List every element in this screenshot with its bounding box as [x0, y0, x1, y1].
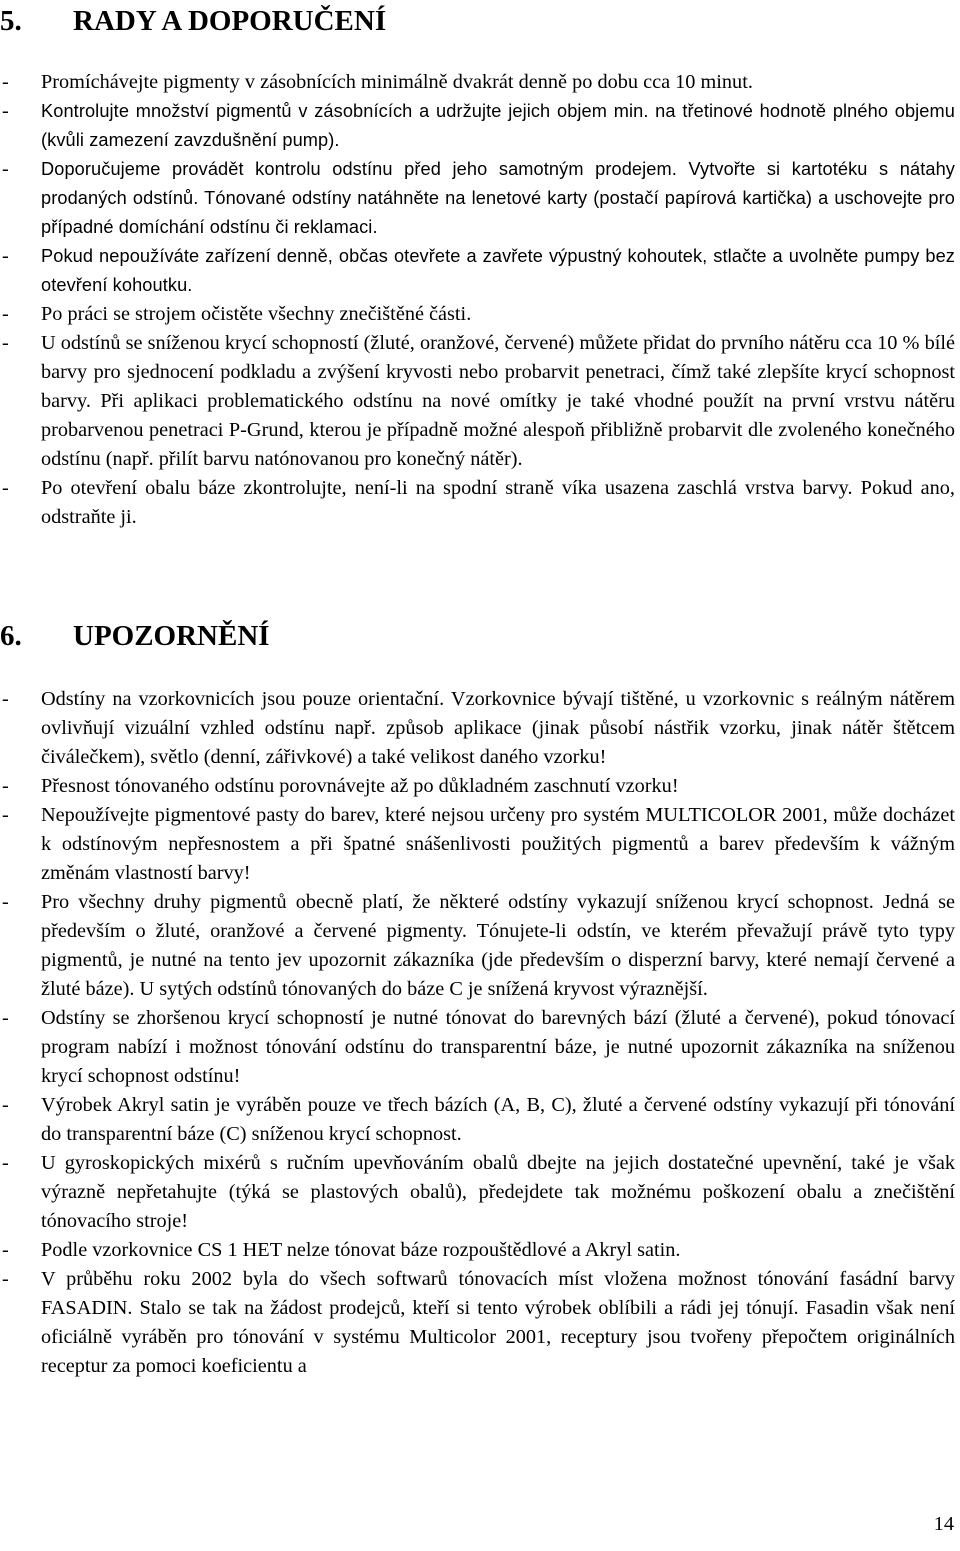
bullet-dash: -: [2, 477, 9, 499]
list-item: [0, 1149, 955, 1236]
list-item: [0, 97, 955, 155]
list-item-text: U gyroskopických mixérů s ručním upevňováním obalů dbejte na jejich dostatečné upevnění, také je však výrazně nepřetahujte (týká se plastových obalů), předejdete tak možnému poškození obalu a znečištění tónovacího stroje!: [41, 1152, 955, 1232]
list-item: [0, 685, 955, 772]
list-item-text: Promíchávejte pigmenty v zásobnících minimálně dvakrát denně po dobu cca 10 minut.: [41, 71, 753, 93]
page-number: 14: [933, 1513, 954, 1535]
list-item-text: Pokud nepoužíváte zařízení denně, občas otevřete a zavřete výpustný kohoutek, stlačte a uvolněte pumpy bez otevření kohoutku.: [41, 246, 955, 295]
bullet-dash: -: [2, 303, 9, 325]
list-item: [0, 474, 955, 532]
list-item-text: Po práci se strojem očistěte všechny znečištěné části.: [41, 303, 472, 325]
bullet-dash: -: [2, 71, 9, 93]
section-6-number: 6.: [0, 620, 22, 652]
bullet-dash: -: [2, 1268, 9, 1290]
list-item-text: Podle vzorkovnice CS 1 HET nelze tónovat báze rozpouštědlové a Akryl satin.: [41, 1239, 681, 1261]
bullet-dash: -: [2, 688, 9, 710]
list-item: [0, 300, 955, 329]
section-6-list: [0, 685, 955, 1381]
list-item-text: Po otevření obalu báze zkontrolujte, není-li na spodní straně víka usazena zaschlá vrstva barvy. Pokud ano, odstraňte ji.: [41, 477, 955, 528]
section-5-title: RADY A DOPORUČENÍ: [73, 5, 387, 37]
bullet-dash: -: [2, 1007, 9, 1029]
bullet-dash: -: [2, 1152, 9, 1174]
list-item: [0, 155, 955, 242]
list-item-text: Odstíny na vzorkovnicích jsou pouze orientační. Vzorkovnice bývají tištěné, u vzorkovnic s reálným nátěrem ovlivňují vizuální vzhled odstínu např. způsob aplikace (jinak působí nástřik vzorku, jinak nátěr štětcem čiválečkem), světlo (denní, zářivkové) a také velikost daného vzorku!: [41, 688, 955, 768]
list-item: [0, 1265, 955, 1381]
list-item-text: Kontrolujte množství pigmentů v zásobnících a udržujte jejich objem min. na třetinové hodnotě plného objemu (kvůli zamezení zavzdušnění pump).: [41, 101, 955, 150]
bullet-dash: -: [2, 158, 9, 180]
list-item: [0, 329, 955, 474]
bullet-dash: -: [2, 100, 9, 122]
section-5-number: 5.: [0, 5, 22, 37]
list-item: [0, 801, 955, 888]
section-5-list: [0, 68, 955, 532]
bullet-dash: -: [2, 804, 9, 826]
list-item-text: V průběhu roku 2002 byla do všech softwarů tónovacích míst vložena možnost tónování fasádní barvy FASADIN. Stalo se tak na žádost prodejců, kteří si tento výrobek oblíbili a rádi jej tónují. Fasadin však není oficiálně vyráběn pro tónování v systému Multicolor 2001, receptury jsou tvořeny přepočtem originálních receptur za pomoci koeficientu a: [41, 1268, 955, 1377]
bullet-dash: -: [2, 332, 9, 354]
list-item: [0, 1236, 955, 1265]
list-item: [0, 242, 955, 300]
section-6-title: UPOZORNĚNÍ: [73, 620, 270, 652]
list-item-text: U odstínů se sníženou krycí schopností (žluté, oranžové, červené) můžete přidat do prvního nátěru cca 10 % bílé barvy pro sjednocení podkladu a zvýšení kryvosti nebo probarvit penetraci, čímž také zlepšíte krycí schopnost barvy. Při aplikaci problematického odstínu na nové omítky je také vhodné použít na první vrstvu nátěru probarvenou penetraci P-Grund, kterou je případně možné alespoň přibližně probarvit dle zvoleného konečného odstínu (např. přilít barvu natónovanou pro konečný nátěr).: [41, 332, 955, 470]
list-item-text: Nepoužívejte pigmentové pasty do barev, které nejsou určeny pro systém MULTICOLOR 2001, může docházet k odstínovým nepřesnostem a při špatné snášenlivosti použitých pigmentů a barev především k vážným změnám vlastností barvy!: [41, 804, 955, 884]
list-item: [0, 772, 955, 801]
list-item: [0, 68, 955, 97]
list-item: [0, 1091, 955, 1149]
list-item-text: Výrobek Akryl satin je vyráběn pouze ve třech bázích (A, B, C), žluté a červené odstíny vykazují při tónování do transparentní báze (C) sníženou krycí schopnost.: [41, 1094, 955, 1145]
list-item-text: Doporučujeme provádět kontrolu odstínu před jeho samotným prodejem. Vytvořte si kartotéku s nátahy prodaných odstínů. Tónované odstíny natáhněte na lenetové karty (postačí papírová kartička) a uschovejte pro případné domíchání odstínu či reklamaci.: [41, 159, 955, 237]
bullet-dash: -: [2, 775, 9, 797]
list-item-text: Odstíny se zhoršenou krycí schopností je nutné tónovat do barevných bází (žluté a červené), pokud tónovací program nabízí i možnost tónování odstínu do transparentní báze, je nutné upozornit zákazníka na sníženou krycí schopnost odstínu!: [41, 1007, 955, 1087]
list-item: [0, 1004, 955, 1091]
section-5-heading: [0, 3, 386, 39]
list-item-text: Pro všechny druhy pigmentů obecně platí, že některé odstíny vykazují sníženou krycí schopnost. Jedná se především o žluté, oranžové a červené pigmenty. Tónujete-li odstín, ve kterém převažují právě tyto typy pigmentů, je nutné na tento jev upozornit zákazníka (jde především o disperzní barvy, které nemají červené a žluté báze). U sytých odstínů tónovaných do báze C je snížená kryvost výraznější.: [41, 891, 955, 1000]
list-item: [0, 888, 955, 1004]
bullet-dash: -: [2, 1094, 9, 1116]
bullet-dash: -: [2, 1239, 9, 1261]
bullet-dash: -: [2, 891, 9, 913]
bullet-dash: -: [2, 245, 9, 267]
section-6-heading: [0, 618, 270, 654]
list-item-text: Přesnost tónovaného odstínu porovnávejte až po důkladném zaschnutí vzorku!: [41, 775, 679, 797]
